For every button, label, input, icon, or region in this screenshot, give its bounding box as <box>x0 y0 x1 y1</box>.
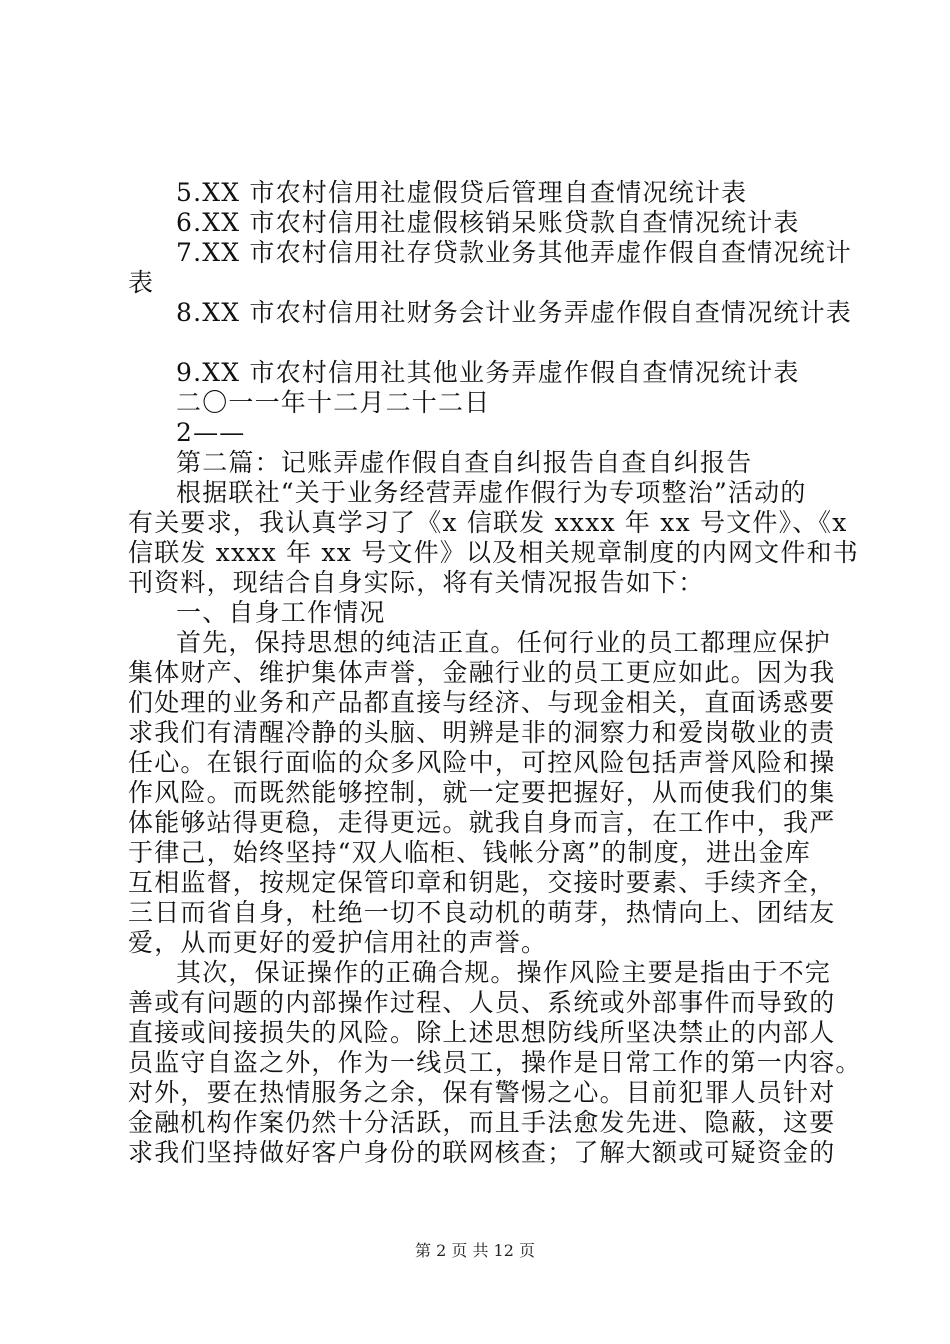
date-line: 二〇一一年十二月二十二日 <box>176 388 491 417</box>
paragraph-line: 互相监督，按规定保管印章和钥匙，交接时要素、手续齐全， <box>128 868 836 897</box>
list-item-9: 9.XX 市农村信用社其他业务弄虚作假自查情况统计表 <box>176 358 800 387</box>
page-number-footer: 第 2 页 共 12 页 <box>415 1241 535 1260</box>
paragraph-line: 金融机构作案仍然十分活跃，而且手法愈发先进、隐蔽，这要 <box>128 1108 836 1137</box>
subheading: 一、自身工作情况 <box>176 598 386 627</box>
paragraph-line: 集体财产、维护集体声誉，金融行业的员工更应如此。因为我 <box>128 658 836 687</box>
list-item-6: 6.XX 市农村信用社虚假核销呆账贷款自查情况统计表 <box>176 208 800 237</box>
paragraph-line: 们处理的业务和产品都直接与经济、与现金相关，直面诱惑要 <box>128 688 836 717</box>
paragraph-line: 对外，要在热情服务之余，保有警惕之心。目前犯罪人员针对 <box>128 1078 836 1107</box>
paragraph-line: 三日而省自身，杜绝一切不良动机的萌芽，热情向上、团结友 <box>128 898 836 927</box>
paragraph-line: 求我们坚持做好客户身份的联网核查；了解大额或可疑资金的 <box>128 1138 836 1167</box>
paragraph-line: 作风险。而既然能够控制，就一定要把握好，从而使我们的集 <box>128 778 836 807</box>
list-item-8: 8.XX 市农村信用社财务会计业务弄虚作假自查情况统计表 <box>176 298 852 327</box>
paragraph-line: 求我们有清醒冷静的头脑、明辨是非的洞察力和爱岗敬业的责 <box>128 718 836 747</box>
paragraph-line: 刊资料，现结合自身实际，将有关情况报告如下： <box>128 568 705 597</box>
paragraph-line: 体能够站得更稳，走得更远。就我自身而言，在工作中，我严 <box>128 808 836 837</box>
paragraph-line: 任心。在银行面临的众多风险中，可控风险包括声誉风险和操 <box>128 748 836 777</box>
section-title: 第二篇：记账弄虚作假自查自纠报告自查自纠报告 <box>176 448 753 477</box>
list-item-7-continued: 表 <box>128 268 155 297</box>
list-item-5: 5.XX 市农村信用社虚假贷后管理自查情况统计表 <box>176 178 748 207</box>
paragraph-line: 于律己，始终坚持“双人临柜、钱帐分离”的制度，进出金库 <box>128 838 811 867</box>
paragraph-line: 根据联社“关于业务经营弄虚作假行为专项整治”活动的 <box>176 478 807 507</box>
paragraph-line: 善或有问题的内部操作过程、人员、系统或外部事件而导致的 <box>128 988 836 1017</box>
paragraph-line: 直接或间接损失的风险。除上述思想防线所坚决禁止的内部人 <box>128 1018 836 1047</box>
paragraph-line: 有关要求，我认真学习了《x 信联发 xxxx 年 xx 号文件》、《x <box>128 508 848 537</box>
list-item-7: 7.XX 市农村信用社存贷款业务其他弄虚作假自查情况统计 <box>176 238 852 267</box>
paragraph-line: 信联发 xxxx 年 xx 号文件》以及相关规章制度的内网文件和书 <box>128 538 859 567</box>
paragraph-line: 爱，从而更好的爱护信用社的声誉。 <box>128 928 548 957</box>
paragraph-line: 员监守自盗之外，作为一线员工，操作是日常工作的第一内容。 <box>128 1048 862 1077</box>
page-marker: 2—— <box>176 418 246 447</box>
paragraph-line: 其次，保证操作的正确合规。操作风险主要是指由于不完 <box>176 958 832 987</box>
paragraph-line: 首先，保持思想的纯洁正直。任何行业的员工都理应保护 <box>176 628 832 657</box>
